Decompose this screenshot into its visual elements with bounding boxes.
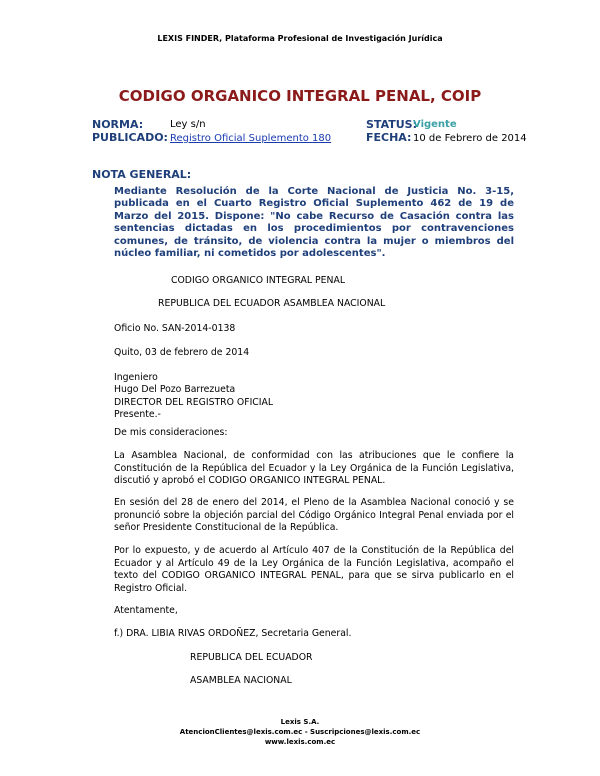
addressee-role: DIRECTOR DEL REGISTRO OFICIAL [114,397,274,408]
nota-general-label: NOTA GENERAL: [92,168,192,181]
paragraph-3: Por lo expuesto, y de acuerdo al Artículo 407 de la Constitución de la República del Ecuador y al Artículo 49 de la Ley Orgánica de la Función Legislativa, acompaño el texto del CODIGO ORGANICO INTEGRAL PENAL, para que se sirva publicarlo en el Registro Oficial. [114,545,514,594]
page-footer [0,717,600,747]
norma-label: NORMA: [92,118,144,131]
addressee-title: Ingeniero [114,372,158,383]
paragraph-2: En sesión del 28 de enero del 2014, el Pleno de la Asamblea Nacional conoció y se pronunció sobre la objeción parcial del Código Orgánico Integral Penal enviada por el señor Presidente Constitucional de la República. [114,497,514,534]
assembly-footer: ASAMBLEA NACIONAL [190,675,292,686]
fecha-value: 10 de Febrero de 2014 [413,133,527,144]
footer-company: Lexis S.A. [280,718,320,726]
footer-emails: AtencionClientes@lexis.com.ec - Suscripciones@lexis.com.ec [179,728,421,736]
oficio-number: Oficio No. SAN-2014-0138 [114,323,236,334]
closing: Atentamente, [114,605,178,616]
paragraph-1: La Asamblea Nacional, de conformidad con las atribuciones que le confiere la Constitución de la República del Ecuador y la Ley Orgánica de la Función Legislativa, discutió y aprobó el CODIGO ORGANICO INTEGRAL PENAL. [114,450,514,487]
status-value: Vigente [413,119,457,130]
signature-line: f.) DRA. LIBIA RIVAS ORDOÑEZ, Secretaria General. [114,628,352,639]
document-header: LEXIS FINDER, Plataforma Profesional de Investigación Jurídica [157,34,443,43]
addressee-presente: Presente.- [114,409,161,420]
republic-heading: REPUBLICA DEL ECUADOR ASAMBLEA NACIONAL [158,298,386,309]
publicado-label: PUBLICADO: [92,131,168,144]
place-date: Quito, 03 de febrero de 2014 [114,347,250,358]
footer-website: www.lexis.com.ec [264,738,336,746]
page-title: CODIGO ORGANICO INTEGRAL PENAL, COIP [118,87,482,105]
status-label: STATUS: [366,118,417,131]
greeting: De mis consideraciones: [114,427,228,438]
nota-general-text: Mediante Resolución de la Corte Nacional de Justicia No. 3-15, publicada en el Cuarto Registro Oficial Suplemento 462 de 19 de Marzo del 2015. Dispone: "No cabe Recurso de Casación contra las sentencias dictadas en los procedimientos por contravenciones comunes, de tránsito, de violencia contra la mujer o miembros del núcleo familiar, ni cometidos por adolescentes". [114,186,514,260]
addressee-name: Hugo Del Pozo Barrezueta [114,384,236,395]
code-title: CODIGO ORGANICO INTEGRAL PENAL [171,275,345,286]
norma-value: Ley s/n [170,119,206,130]
fecha-label: FECHA: [366,131,412,144]
publicado-link[interactable]: Registro Oficial Suplemento 180 [170,133,332,144]
republic-footer: REPUBLICA DEL ECUADOR [190,652,313,663]
